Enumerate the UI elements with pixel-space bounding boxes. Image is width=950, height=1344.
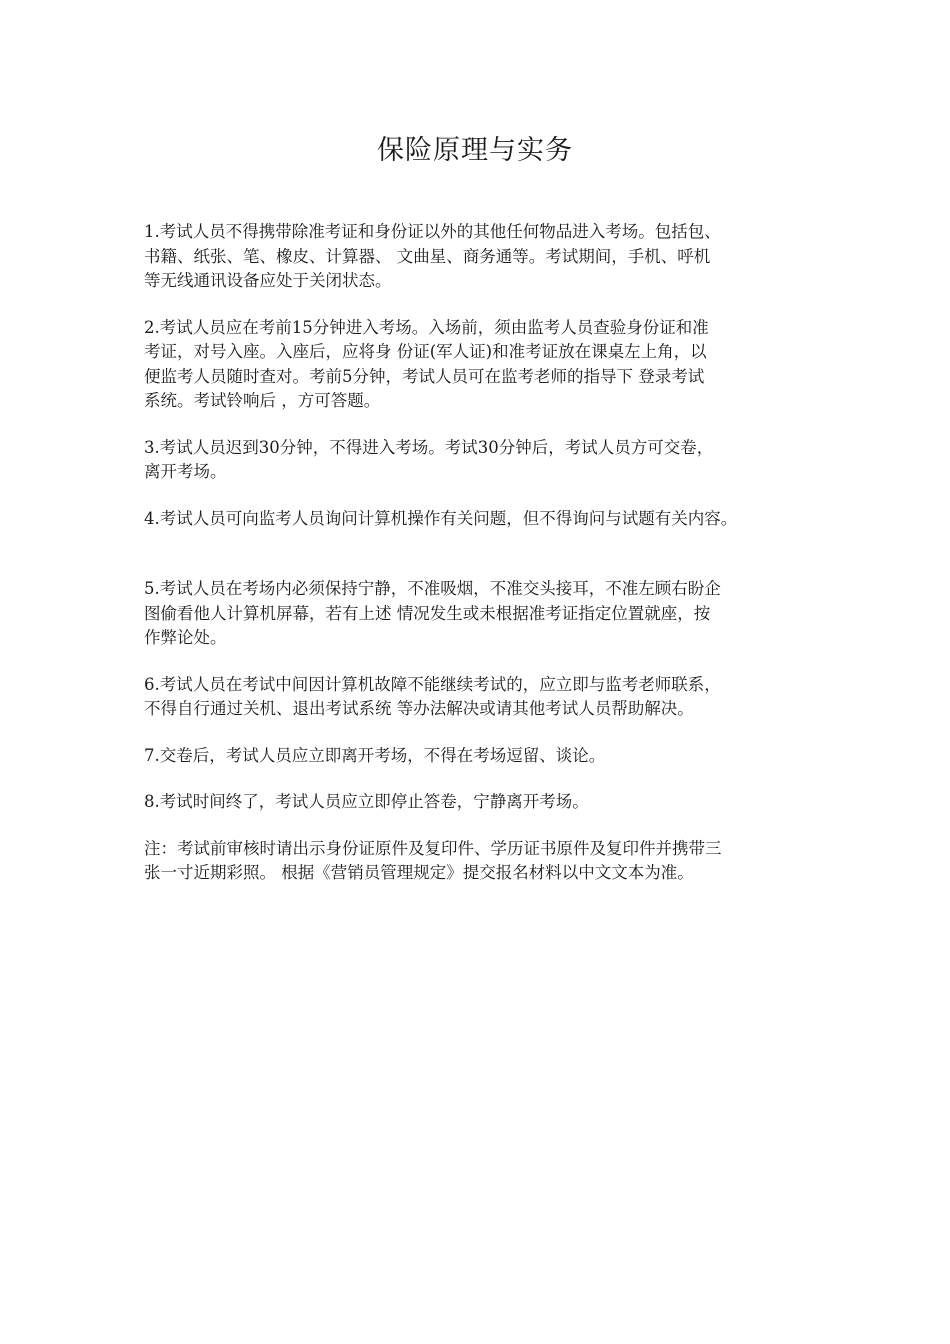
paragraph-line: 6.考试人员在考试中间因计算机故障不能继续考试的，应立即与监考老师联系， <box>144 674 721 694</box>
rule-paragraph-2 <box>144 316 834 414</box>
paragraph-line: 张一寸近期彩照。 根据《营销员管理规定》提交报名材料以中文文本为准。 <box>144 863 694 882</box>
paragraph-line: 离开考场。 <box>144 462 227 481</box>
document-body <box>144 220 834 908</box>
rule-paragraph-6 <box>144 673 834 722</box>
paragraph-line: 4.考试人员可向监考人员询问计算机操作有关问题，但不得询问与试题有关内容。 <box>144 508 738 528</box>
paragraph-line: 图偷看他人计算机屏幕，若有上述 情况发生或未根据准考证指定位置就座，按 <box>144 603 711 623</box>
note-paragraph <box>144 837 834 886</box>
rule-paragraph-1 <box>144 220 834 294</box>
paragraph-line: 5.考试人员在考场内必须保持宁静，不准吸烟，不准交头接耳，不准左顾右盼企 <box>144 579 721 598</box>
rule-paragraph-7 <box>144 744 834 769</box>
paragraph-line: 系统。考试铃响后 ，方可答题。 <box>144 391 381 410</box>
document-title: 保险原理与实务 <box>377 135 573 166</box>
rule-paragraph-5 <box>144 577 834 651</box>
paragraph-line: 1.考试人员不得携带除准考证和身份证以外的其他任何物品进入考场。包括包、 <box>144 222 721 241</box>
paragraph-line: 7.交卷后，考试人员应立即离开考场，不得在考场逗留、谈论。 <box>144 745 606 765</box>
paragraph-line: 8.考试时间终了，考试人员应立即停止答卷，宁静离开考场。 <box>144 792 589 811</box>
paragraph-line: 2.考试人员应在考前15分钟进入考场。入场前，须由监考人员查验身份证和准 <box>144 317 709 337</box>
rule-paragraph-8 <box>144 790 834 815</box>
paragraph-line: 等无线通讯设备应处于关闭状态。 <box>144 271 392 290</box>
paragraph-line: 不得自行通过关机、退出考试系统 等办法解决或请其他考试人员帮助解决。 <box>144 699 694 718</box>
rule-paragraph-4 <box>144 507 834 532</box>
paragraph-line: 考证，对号入座。入座后，应将身 份证(军人证)和准考证放在课桌左上角，以 <box>144 342 707 361</box>
paragraph-line: 3.考试人员迟到30分钟，不得进入考场。考试30分钟后，考试人员方可交卷， <box>144 437 714 457</box>
paragraph-line: 便监考人员随时查对。考前5分钟，考试人员可在监考老师的指导下 登录考试 <box>144 366 705 386</box>
paragraph-line: 注：考试前审核时请出示身份证原件及复印件、学历证书原件及复印件并携带三 <box>144 838 722 858</box>
paragraph-line: 书籍、纸张、笔、橡皮、计算器、 文曲星、商务通等。考试期间，手机、呼机 <box>144 246 711 266</box>
rule-paragraph-3 <box>144 436 834 485</box>
paragraph-line: 作弊论处。 <box>144 628 227 647</box>
